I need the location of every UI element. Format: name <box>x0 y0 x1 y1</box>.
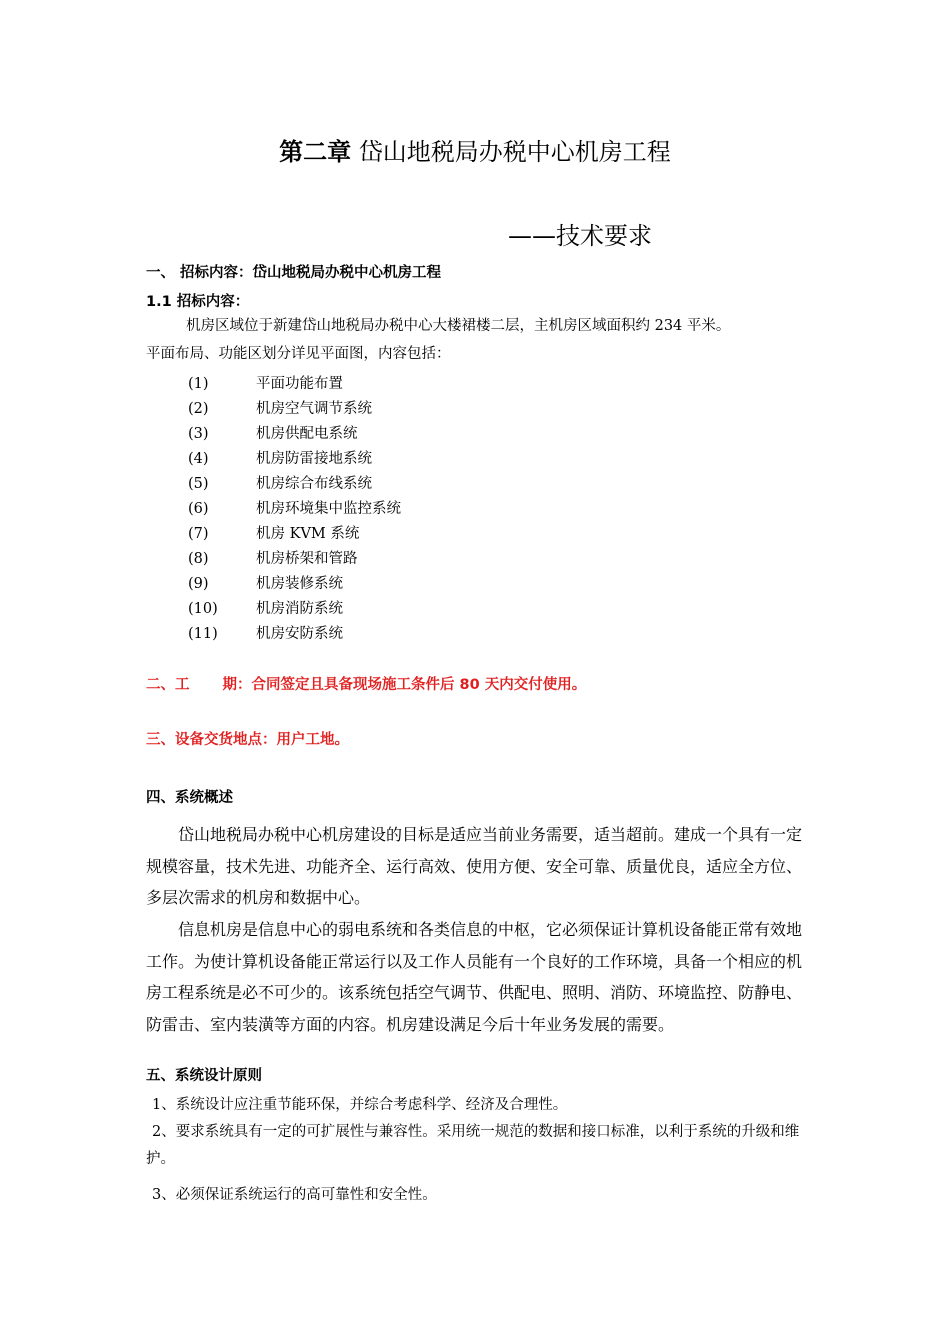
schedule-label: 二、工 <box>146 677 190 693</box>
list-item: (8) 机房桥架和管路 <box>188 551 358 567</box>
chapter-subtitle: ——技术要求 <box>508 222 652 250</box>
section-5-principle-2: 2、要求系统具有一定的可扩展性与兼容性。采用统一规范的数据和接口标准，以利于系统的升级和维护。 <box>146 1124 800 1167</box>
section-3-delivery: 三、设备交货地点：用户工地。 <box>146 732 349 748</box>
list-item: (3) 机房供配电系统 <box>188 426 358 442</box>
content-list <box>188 372 401 647</box>
section-4-heading: 四、系统概述 <box>146 790 233 806</box>
section-5-principle-1: 1、系统设计应注重节能环保，并综合考虑科学、经济及合理性。 <box>152 1097 568 1113</box>
section-1-intro-line-1: 机房区域位于新建岱山地税局办税中心大楼裙楼二层，主机房区域面积约 234 平米。 <box>186 318 731 334</box>
section-5-principle-3: 3、必须保证系统运行的高可靠性和安全性。 <box>152 1187 437 1203</box>
chapter-number: 第二章 <box>279 138 352 166</box>
list-item: (2) 机房空气调节系统 <box>188 401 372 417</box>
chapter-title <box>0 134 950 170</box>
section-1-intro-line-2: 平面布局、功能区划分详见平面图，内容包括： <box>146 346 451 362</box>
list-item: (1) 平面功能布置 <box>188 376 343 392</box>
list-item: (9) 机房装修系统 <box>188 576 343 592</box>
chapter-name: 岱山地税局办税中心机房工程 <box>358 138 671 166</box>
schedule-text: 期：合同签定且具备现场施工条件后 80 天内交付使用。 <box>222 677 587 693</box>
list-item: (11) 机房安防系统 <box>188 626 343 642</box>
section-5-heading: 五、系统设计原则 <box>146 1068 262 1084</box>
section-1-heading: 一、 招标内容：岱山地税局办税中心机房工程 <box>146 265 442 281</box>
list-item: (6) 机房环境集中监控系统 <box>188 501 401 517</box>
section-2-schedule <box>146 674 586 696</box>
list-item: (4) 机房防雷接地系统 <box>188 451 372 467</box>
list-item: (5) 机房综合布线系统 <box>188 476 372 492</box>
list-item: (10) 机房消防系统 <box>188 601 343 617</box>
section-4-paragraph-2: 信息机房是信息中心的弱电系统和各类信息的中枢，它必须保证计算机设备能正常有效地工作。为使计算机设备能正常运行以及工作人员能有一个良好的工作环境，具备一个相应的机房工程系统是必不可少的。该系统包括空气调节、供配电、照明、消防、环境监控、防静电、防雷击、室内装潢等方面的内容。机房建设满足今后十年业务发展的需要。 <box>146 920 803 1034</box>
list-item: (7) 机房 KVM 系统 <box>188 526 360 542</box>
section-1-1-heading: 1.1 招标内容： <box>146 294 250 310</box>
section-4-paragraph-1: 岱山地税局办税中心机房建设的目标是适应当前业务需要，适当超前。建成一个具有一定规模容量，技术先进、功能齐全、运行高效、使用方便、安全可靠、质量优良，适应全方位、多层次需求的机房和数据中心。 <box>146 825 803 907</box>
